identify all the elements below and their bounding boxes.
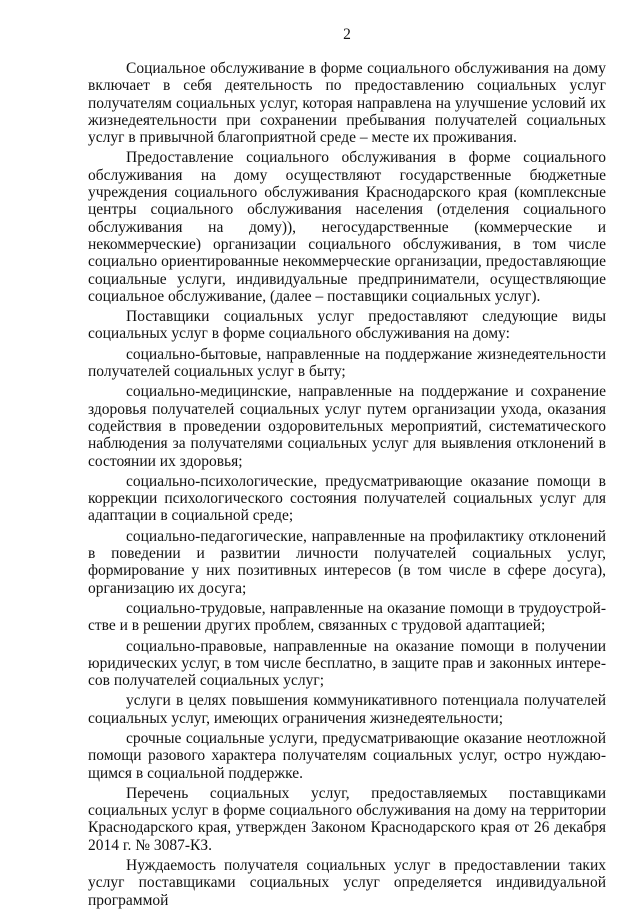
list-item-communicative: услуги в целях повышения коммуникативного потенциала получателей социальных услуг, имеющих ограничения жизнедеятельности; xyxy=(88,692,606,727)
list-item-social-legal: социально-правовые, направленные на оказание помощи в получении юридических услуг, в том числе бесплатно, в защите прав и законных интересов получателей социальных услуг; xyxy=(88,637,606,690)
list-item-social-labor: социально-трудовые, направленные на оказание помощи в трудоустройстве и в решении других проблем, связанных с трудовой адаптацией; xyxy=(88,599,606,635)
page-number: 2 xyxy=(343,26,351,43)
paragraph-service-types-intro: Поставщики социальных услуг предоставляют следующие виды социальных услуг в форме социального обслуживания на дому: xyxy=(88,308,606,343)
paragraph-home-service-definition: Социальное обслуживание в форме социального обслуживания на дому включает в себя деятельность по предоставлению социальных услуг получателям социальных услуг, которая направлена на улучшение условий их жизнедеятельности при сохранении пребывания получателей социальных услуг в привычной благоприятной среде – месте их проживания. xyxy=(88,60,606,147)
body-text xyxy=(88,60,606,909)
list-item-urgent: срочные социальные услуги, предусматривающие оказание неотложной помощи разового характера получателям социальных услуг, остро нуждающимся в социальной поддержке. xyxy=(88,729,606,782)
list-item-social-psychological: социально-психологические, предусматривающие оказание помощи в коррекции психологического состояния получателей социальных услуг для адаптации в социальной среде; xyxy=(88,472,606,525)
list-item-social-medical: социально-медицинские, направленные на поддержание и сохранение здоровья получателей социальных услуг путем организации ухода, оказания содействия в проведении оздоровительных мероприятий, систематического наблюдения за получателями социальных услуг для выявления отклонений в состоянии их здоровья; xyxy=(88,383,606,470)
paragraph-need-determination: Нуждаемость получателя социальных услуг в предоставлении таких услуг поставщиками социальных услуг определяется индивидуальной программой xyxy=(88,857,606,909)
paragraph-services-list-law: Перечень социальных услуг, предоставляемых поставщиками социальных услуг в форме социального обслуживания на дому на территории Краснодарского края, утвержден Законом Краснодарского края от 26 декабря 2014 г. № 3087-КЗ. xyxy=(88,784,606,854)
paragraph-service-providers: Предоставление социального обслуживания в форме социального обслуживания на дому осуществляют государственные бюджетные учреждения социального обслуживания Краснодарского края (комплексные центры социального обслуживания населения (отделения социального обслуживания на дому)), негосударственные (коммерческие и некоммерческие) организации социального обслуживания, в том числе социально ориентированные некоммерческие организации, предоставляющие социальные услуги, индивидуальные предприниматели, осуществляющие социальное обслуживание, (далее – поставщики социальных услуг). xyxy=(88,149,606,305)
list-item-social-pedagogical: социально-педагогические, направленные на профилактику отклонений в поведении и развитии личности получателей социальных услуг, формирование у них позитивных интересов (в том числе в сфере досуга), организацию их досуга; xyxy=(88,527,606,597)
list-item-social-household: социально-бытовые, направленные на поддержание жизнедеятельности получателей социальных услуг в быту; xyxy=(88,345,606,381)
